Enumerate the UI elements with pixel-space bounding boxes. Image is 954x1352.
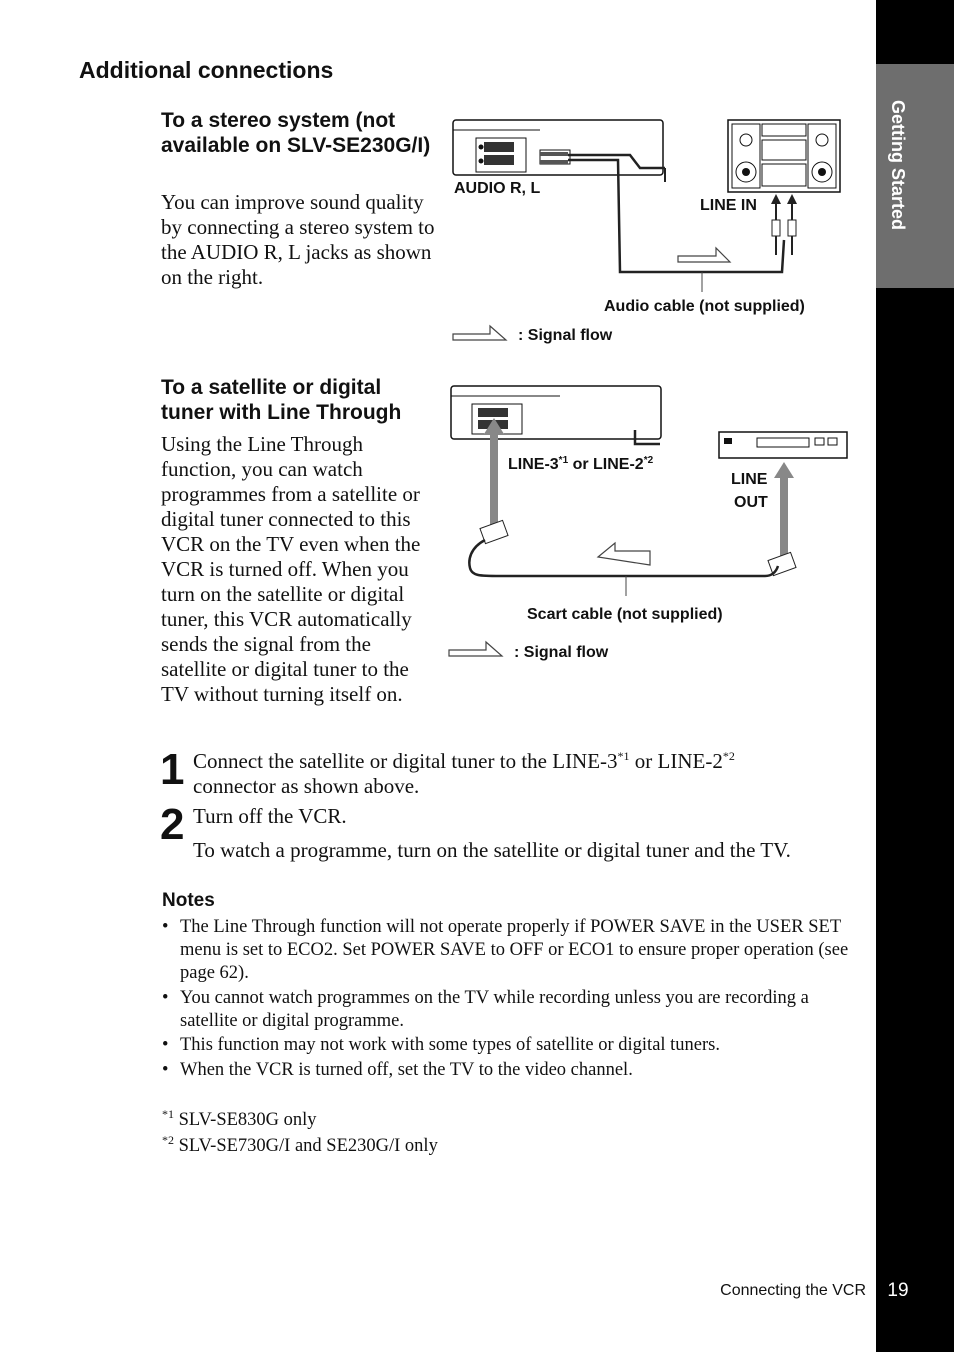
stereo-body: You can improve sound quality by connecting a stereo system to the AUDIO R, L jacks as shown on the right.: [161, 190, 435, 289]
satellite-body: Using the Line Through function, you can watch programmes from a satellite or digital tuner connected to this VCR on the TV even when the VCR is turned off. When you turn on the satellite or digital tuner, this VCR automatically sends the signal from the satellite or digital tuner to the TV without turning itself on.: [161, 432, 421, 706]
note-item: • This function may not work with some types of satellite or digital tuners.: [162, 1035, 721, 1055]
stereo-diagram: [440, 110, 860, 360]
footnote-2-marker: *2: [162, 1132, 174, 1147]
satellite-heading-block: [161, 375, 436, 425]
fn2-marker: *2: [643, 455, 654, 466]
footnote-2-text: SLV-SE730G/I and SE230G/I only: [178, 1136, 438, 1156]
signal-flow-arrow-icon: [449, 642, 502, 656]
note-item: • You cannot watch programmes on the TV while recording unless you are recording a satellite or digital programme.: [162, 987, 809, 1031]
stereo-system-icon: [728, 120, 840, 192]
step-1-text-b: or LINE-2: [629, 749, 723, 773]
satellite-heading: To a satellite or digital tuner with Line Through: [161, 376, 402, 424]
vcr-icon: [453, 120, 663, 175]
section-title: Additional connections: [79, 57, 334, 83]
vcr-icon: [451, 386, 661, 439]
step-1-text: [193, 749, 853, 799]
signal-flow-legend: : Signal flow: [514, 644, 609, 661]
line-in-label: LINE IN: [700, 197, 757, 214]
scart-cable-label: Scart cable (not supplied): [527, 606, 723, 623]
stereo-heading: To a stereo system (not available on SLV-SE230G/I): [161, 109, 431, 157]
page-number: 19: [887, 1280, 909, 1301]
step-1-text-c: connector as shown above.: [193, 774, 420, 798]
notes-list: [160, 916, 860, 1083]
step-1-number: 1: [160, 745, 185, 794]
signal-flow-legend: : Signal flow: [518, 327, 613, 344]
step-1-sup-b: *2: [722, 749, 735, 763]
step-1-text-a: Connect the satellite or digital tuner to the LINE-3: [193, 749, 618, 773]
stereo-heading-block: [161, 108, 431, 158]
footnote-1-text: SLV-SE830G only: [178, 1110, 317, 1130]
step-2-extra: To watch a programme, turn on the satellite or digital tuner and the TV.: [193, 838, 791, 862]
footnote-1-marker: *1: [162, 1106, 174, 1121]
satellite-diagram: [440, 378, 860, 668]
chapter-tab-label: Getting Started: [888, 100, 908, 231]
note-item: • When the VCR is turned off, set the TV to the video channel.: [162, 1059, 633, 1080]
fn1-marker: *1: [558, 455, 569, 466]
line3-label: [508, 455, 654, 473]
or-line2-text: or LINE-2: [568, 456, 644, 473]
footer-label: Connecting the VCR: [720, 1282, 866, 1299]
note-item: • The Line Through function will not operate properly if POWER SAVE in the USER SET menu is set to ECO2. Set POWER SAVE to OFF or ECO1 to ensure proper operation (see page 62).: [162, 917, 849, 983]
audio-cable-label: Audio cable (not supplied): [604, 298, 805, 315]
step-2-number: 2: [160, 800, 185, 849]
signal-flow-arrow-icon: [453, 326, 506, 340]
satellite-tuner-icon: [719, 432, 847, 458]
line-out-label-1: LINE: [731, 471, 768, 488]
footnote-1: [162, 1106, 317, 1132]
notes-heading: Notes: [162, 890, 215, 911]
footnote-2: [162, 1132, 438, 1158]
step-2-text: Turn off the VCR.: [193, 804, 347, 828]
step-1-sup-a: *1: [617, 749, 630, 763]
line3-text: LINE-3: [508, 456, 559, 473]
line-out-label-2: OUT: [734, 494, 768, 511]
audio-rl-label: AUDIO R, L: [454, 180, 541, 197]
